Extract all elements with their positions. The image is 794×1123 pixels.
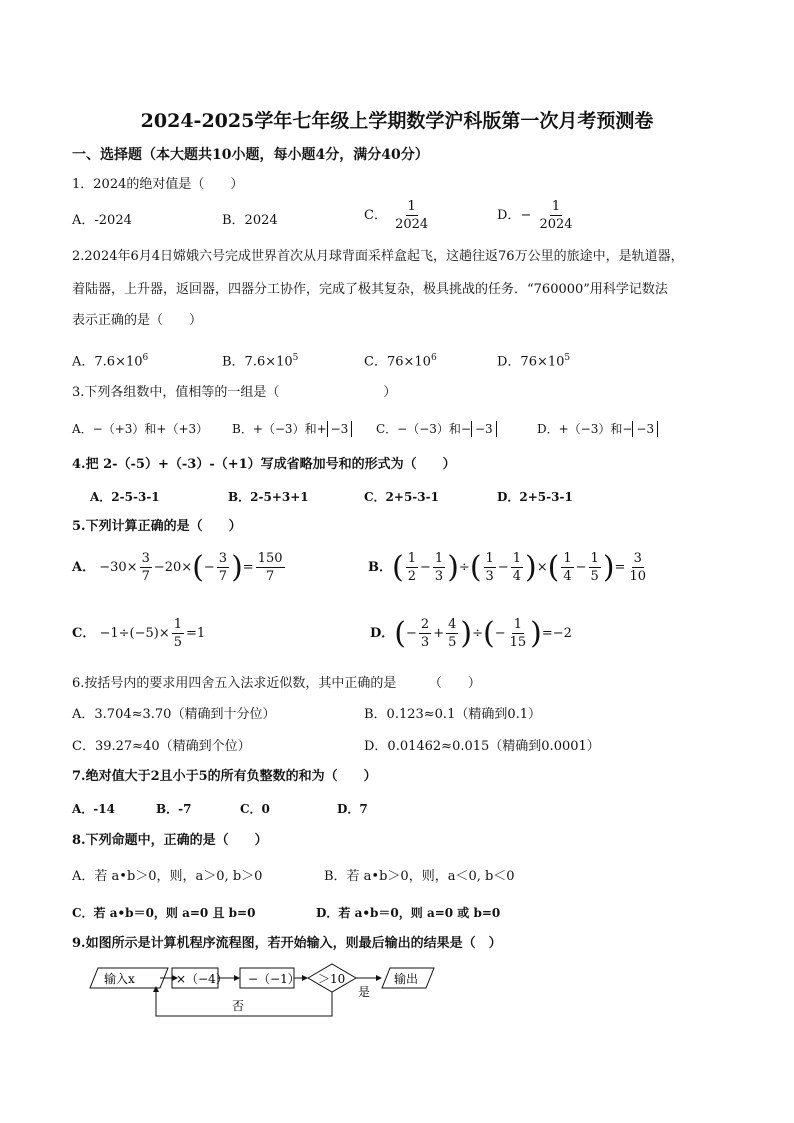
minus-sign: − bbox=[520, 208, 532, 223]
q8-option-a: A．若 a•b＞0，则，a＞0, b＞0 bbox=[72, 869, 263, 884]
fraction-denominator: 2024 bbox=[395, 217, 429, 232]
q5-option-c: C． −1÷(−5)× $\frac{1}{5}$ =1 bbox=[72, 617, 206, 650]
q1-option-d bbox=[497, 200, 577, 231]
q1-c-label: C． bbox=[364, 208, 387, 223]
q1-d-fraction bbox=[537, 200, 574, 231]
q1-d-label: D． bbox=[497, 208, 521, 223]
q2-option-d: D．$76\times 10^5$ bbox=[497, 353, 571, 370]
q7-option-d: D．7 bbox=[337, 802, 368, 816]
absolute-value: −3 bbox=[632, 421, 658, 437]
q3-option-b: B．+（−3）和+ −3 bbox=[232, 420, 352, 438]
flowchart bbox=[88, 960, 448, 1022]
q3-option-c: C．−（−3）和− −3 bbox=[376, 420, 497, 438]
q4-option-c: C．2+5-3-1 bbox=[364, 490, 439, 504]
q2-option-a: A．$7.6\times 10^6$ bbox=[72, 353, 149, 370]
q2-option-b: B．$7.6\times 10^5$ bbox=[222, 353, 299, 370]
q8-option-c: C．若 a•b＝0，则 a=0 且 b=0 bbox=[72, 906, 256, 920]
question-5-stem: 5.下列计算正确的是（ ） bbox=[72, 519, 242, 534]
q4-option-a: A．2-5-3-1 bbox=[90, 490, 160, 504]
q3-option-d: D．+（−3）和− −3 bbox=[537, 420, 658, 438]
q1-c-fraction bbox=[393, 200, 430, 231]
q5-b-label: B． bbox=[368, 559, 392, 575]
flowchart-condition-label: ＞10 bbox=[318, 972, 346, 986]
question-1-stem: 1．2024的绝对值是（ ） bbox=[72, 177, 244, 192]
question-6-stem: 6.按括号内的要求用四舍五入法求近似数，其中正确的是 （ ） bbox=[72, 676, 481, 691]
flowchart-no-label: 否 bbox=[232, 999, 245, 1013]
q1-option-b: B．2024 bbox=[222, 213, 278, 228]
question-2-line-1: 2.2024年6月4日嫦娥六号完成世界首次从月球背面采样盒起飞，这趟往返76万公里的旅途中，是轨道器， bbox=[72, 249, 684, 264]
fraction-numerator: 1 bbox=[407, 199, 416, 214]
q3-option-a: A．−（+3）和+（+3） bbox=[72, 422, 209, 436]
q1-option-c bbox=[364, 200, 432, 231]
question-2-line-3: 表示正确的是（ ） bbox=[72, 313, 203, 328]
q5-c-label: C． bbox=[72, 625, 96, 641]
question-8-stem: 8.下列命题中，正确的是（ ） bbox=[72, 833, 268, 848]
flowchart-multiply-label: ×（−4） bbox=[176, 972, 228, 986]
question-2-line-2: 着陆器，上升器，返回器，四器分工协作，完成了极其复杂，极具挑战的任务．“760000”用科学记数法 bbox=[72, 282, 668, 297]
question-9-stem: 9.如图所示是计算机程序流程图，若开始输入，则最后输出的结果是（ ） bbox=[72, 936, 502, 951]
fraction-denominator: 2024 bbox=[539, 217, 573, 232]
q4-option-b: B．2-5+3+1 bbox=[228, 490, 309, 504]
question-4-stem: 4.把 2-（-5）+（-3）-（+1）写成省略加号和的形式为（ ） bbox=[72, 457, 456, 472]
absolute-value: −3 bbox=[471, 421, 497, 437]
q6-option-c: C．39.27≈40（精确到个位） bbox=[72, 739, 251, 754]
q8-option-b: B．若 a•b＞0，则，a＜0, b＜0 bbox=[324, 869, 515, 884]
flowchart-subtract-label: −（−1） bbox=[248, 972, 300, 986]
q2-option-c: C．$76\times 10^6$ bbox=[364, 353, 437, 370]
page-title: 2024-2025学年七年级上学期数学沪科版第一次月考预测卷 bbox=[140, 110, 654, 132]
flowchart-input-label: 输入x bbox=[104, 972, 135, 986]
q7-option-a: A．-14 bbox=[72, 802, 115, 816]
q5-option-b: B． ( $\frac{1}{2}$ − $\frac{1}{3}$ ) ÷ ( $\frac{1}{3}$ − $\frac{1}{4}$ ) × ( $\frac{1}{4}$ − $\frac{1}{5}$ ) = $\frac{3}{10}$ bbox=[368, 549, 646, 585]
q6-option-a: A．3.704≈3.70（精确到十分位） bbox=[72, 707, 276, 722]
q7-option-b: B．-7 bbox=[156, 802, 192, 816]
absolute-value: −3 bbox=[327, 421, 353, 437]
q7-option-c: C．0 bbox=[240, 802, 270, 816]
fraction-numerator: 1 bbox=[551, 199, 561, 214]
question-3-stem: 3.下列各组数中，值相等的一组是（ ） bbox=[72, 385, 397, 400]
question-7-stem: 7.绝对值大于2且小于5的所有负整数的和为（ ） bbox=[72, 769, 377, 784]
q1-option-a: A．-2024 bbox=[72, 213, 132, 228]
q8-option-d: D．若 a•b＝0，则 a=0 或 b=0 bbox=[316, 906, 501, 920]
flowchart-yes-label: 是 bbox=[358, 985, 371, 999]
q5-d-label: D． bbox=[370, 625, 395, 641]
q5-a-label: A． bbox=[72, 559, 96, 575]
q5-option-d: D． ( − $\frac{2}{3}$ + $\frac{4}{5}$ ) ÷ ( − $\frac{1}{15}$ ) =−2 bbox=[370, 615, 572, 651]
q4-option-d: D．2+5-3-1 bbox=[497, 490, 573, 504]
q6-option-d: D．0.01462≈0.015（精确到0.0001） bbox=[364, 739, 600, 754]
flowchart-output-label: 输出 bbox=[394, 972, 419, 986]
section-heading: 一、选择题（本大题共10小题，每小题4分，满分40分） bbox=[72, 147, 429, 163]
q5-option-a: A． −30× $\frac{3}{7}$ −20× ( − $\frac{3}{7}$ ) = $\frac{150}{7}$ bbox=[72, 549, 283, 585]
q6-option-b: B．0.123≈0.1（精确到0.1） bbox=[364, 707, 542, 722]
